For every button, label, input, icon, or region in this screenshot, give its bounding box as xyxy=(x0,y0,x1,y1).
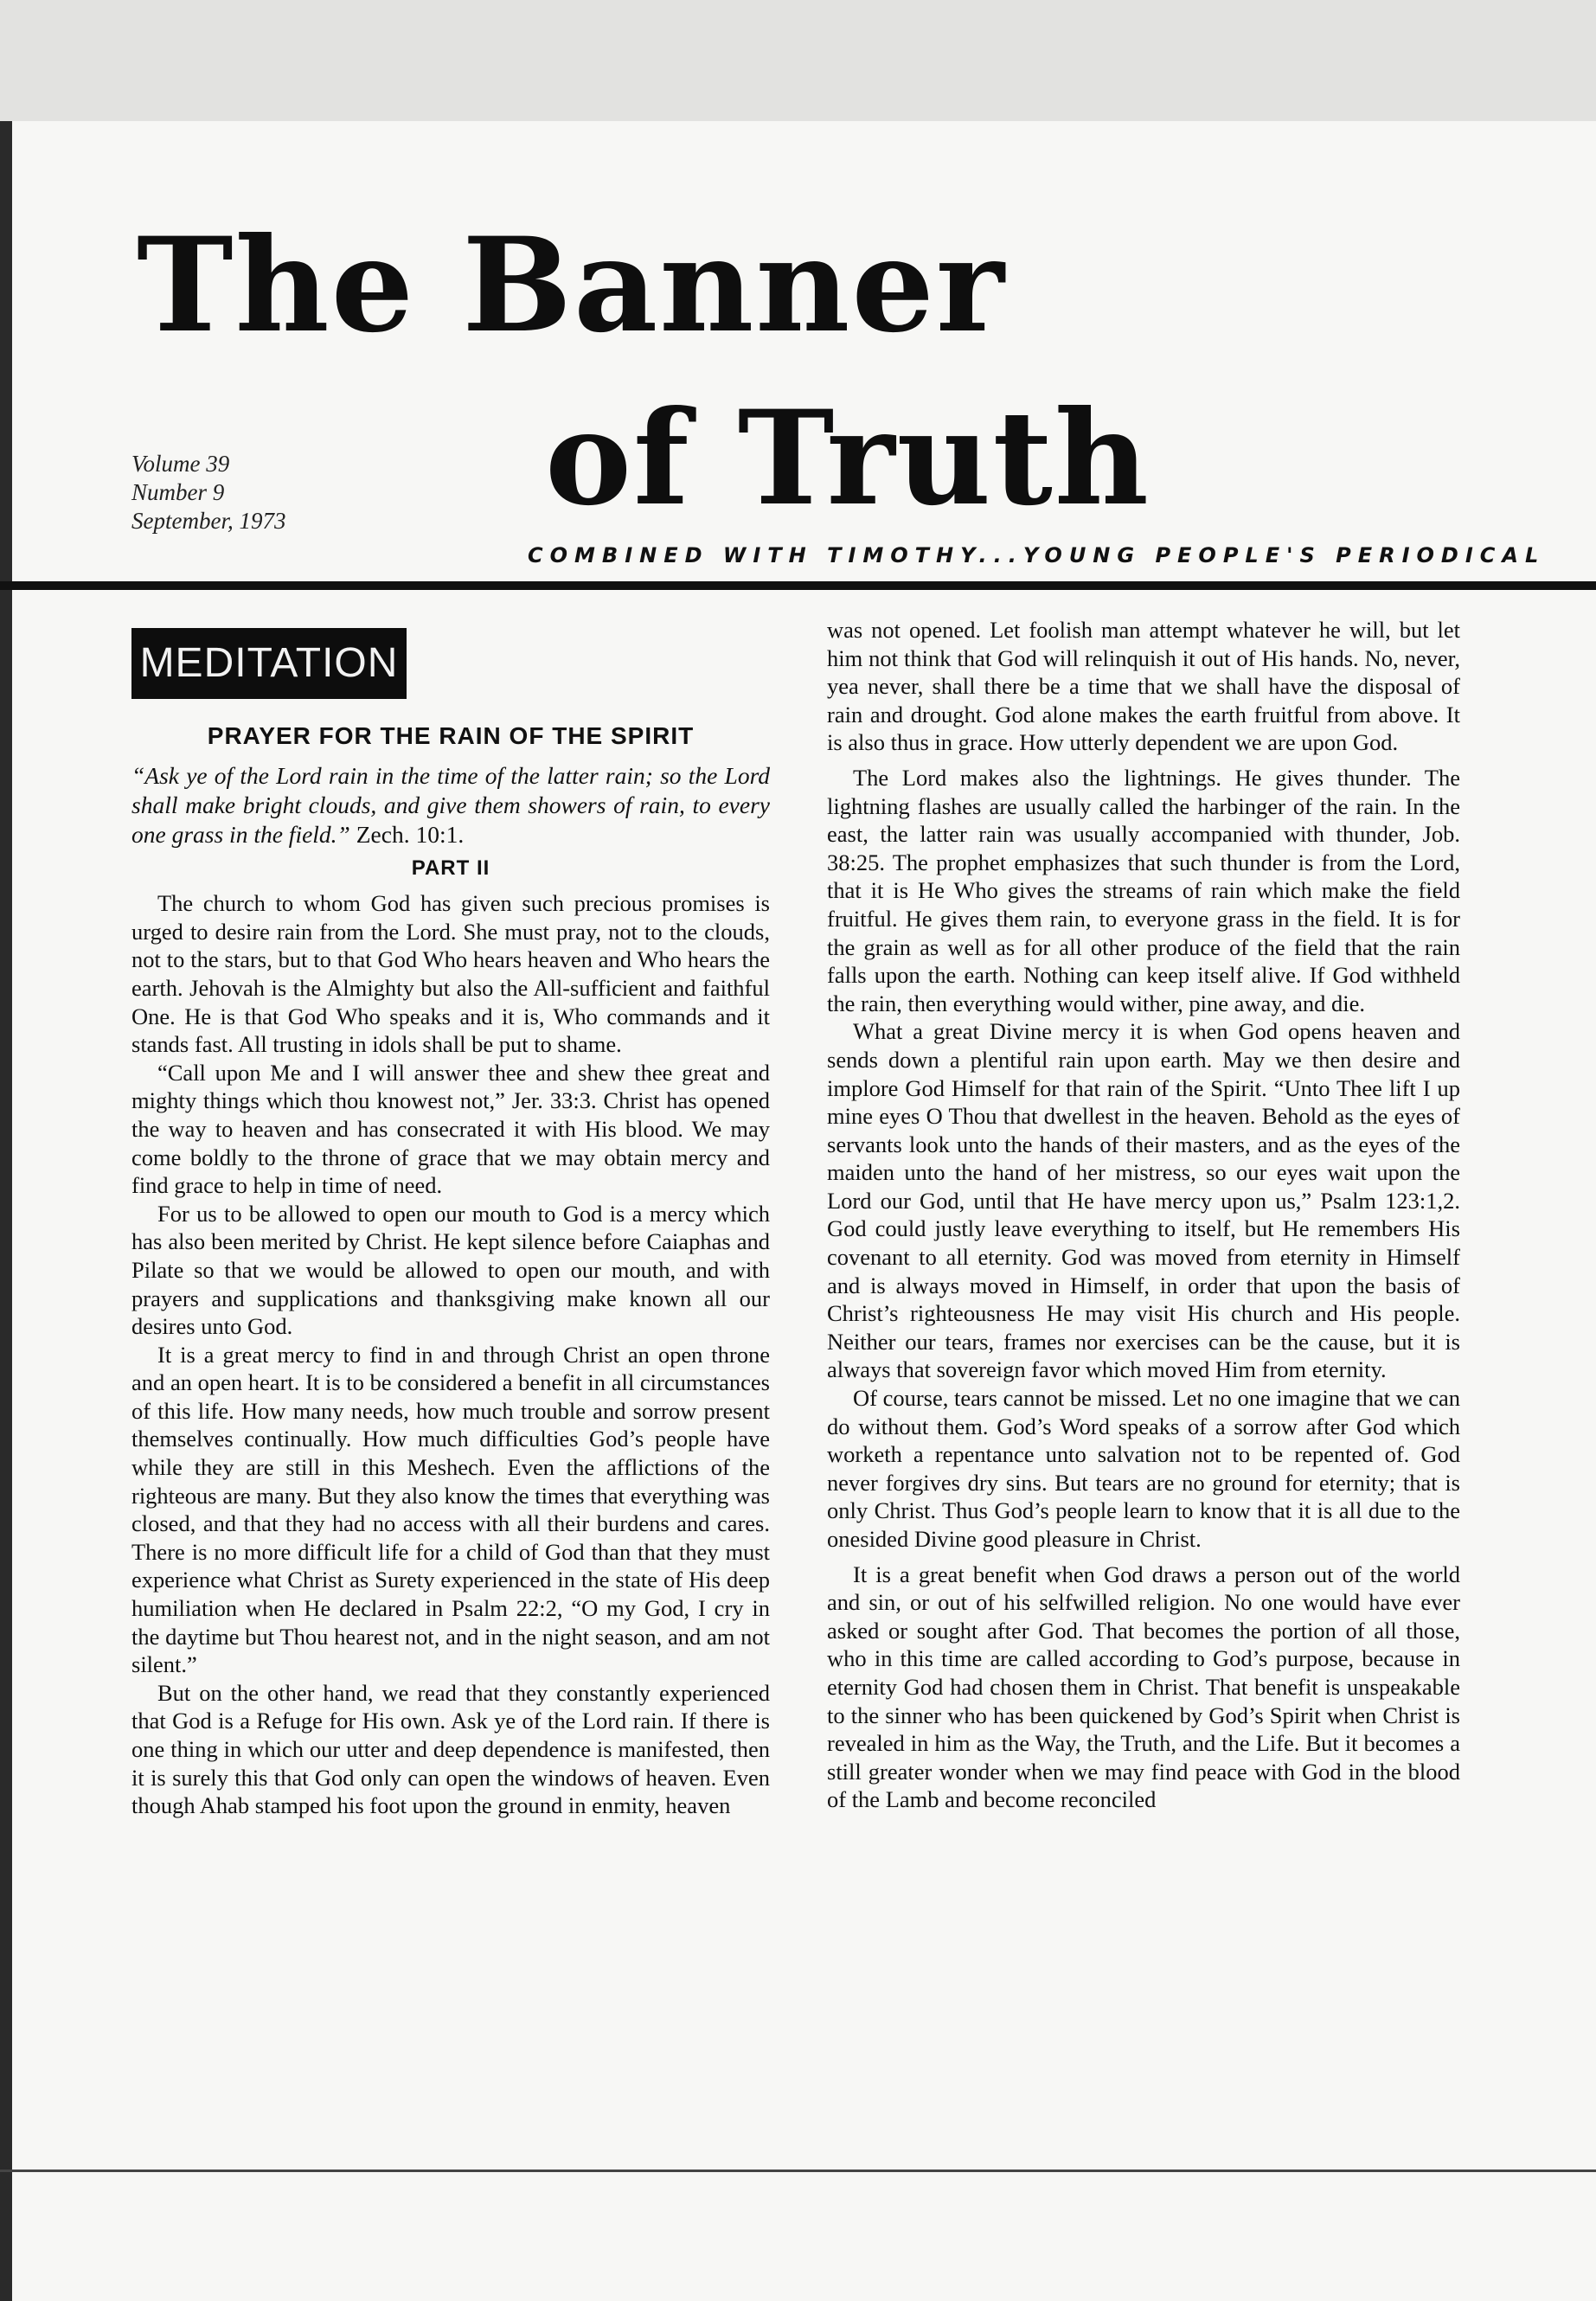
masthead-title-line-1: The Banner xyxy=(137,209,1006,362)
scan-top-margin xyxy=(0,0,1596,130)
masthead-divider xyxy=(0,581,1596,590)
epigraph-text: “Ask ye of the Lord rain in the time of the latter rain; so the Lord shall make bright clouds, and give them showers of rain, to every one grass in the field.” xyxy=(131,761,770,848)
paragraph: Of course, tears cannot be missed. Let no one imagine that we can do without them. God’s Word speaks of a sorrow after God which worketh a repentance unto salvation not to be repented of. God never forgives dry sins. But tears are no ground for eternity; that is only Christ. Thus God’s people learn to know that it is all due to the onesided Divine good pleasure in Christ. xyxy=(827,1385,1461,1552)
article-part-heading: PART II xyxy=(411,856,490,880)
paragraph: The Lord makes also the lightnings. He gives thunder. The lightning flashes are usually called the harbinger of the rain. In the east, the latter rain was usually accompanied with thunder, Job. 38:25. The prophet emphasizes that such thunder is from the Lord, that it is He Who gives the streams of rain which make the field fruitful. He gives them rain, to everyone grass in the field. It is for the grain as well as for all other produce of the field that the rain falls upon the earth. Nothing can keep itself alive. If God withheld the rain, then everything would wither, pine away, and die. xyxy=(827,764,1460,1016)
paragraph: It is a great benefit when God draws a person out of the world and sin, or out of his selfwilled religion. No one would have ever asked or sought after God. That becomes the portion of all those, who in this time are called according to God’s purpose, because in eternity God had chosen them in Christ. That benefit is unspeakable to the sinner who has been quickened by God’s Spirit when Christ is revealed in him as the Way, the Truth, and the Life. But it becomes a still greater wonder when we may find peace with God in the blood of the Lamb and become reconciled xyxy=(827,1561,1460,1813)
paragraph: But on the other hand, we read that they constantly experienced that God is a Refuge for His own. Ask ye of the Lord rain. If there is one thing in which our utter and deep dependence is manifested, then it is surely this that God only can open the windows of heaven. Even though Ahab stamped his foot upon the ground in enmity, heaven xyxy=(131,1679,770,1819)
article-column-right xyxy=(827,616,1460,1814)
section-label: MEDITATION xyxy=(131,628,407,699)
issue-number: Number 9 xyxy=(131,479,225,505)
article-column-left xyxy=(131,722,770,1820)
masthead-title-line-2: of Truth xyxy=(545,382,1151,535)
page-bottom-edge xyxy=(0,2170,1596,2172)
epigraph-reference: Zech. 10:1. xyxy=(349,820,465,848)
masthead-subtitle: COMBINED WITH TIMOTHY...YOUNG PEOPLE'S PERIODICAL xyxy=(528,543,1546,567)
paragraph: What a great Divine mercy it is when God opens heaven and sends down a plentiful rain upon earth. May we then desire and implore God Himself for that rain of the Spirit. “Unto Thee lift I up mine eyes O Thou that dwellest in the heaven. Behold as the eyes of servants look unto the hands of their masters, and as the eyes of the maiden unto the hand of her mistress, so our eyes wait upon the Lord our God, until that He have mercy upon us,” Psalm 123:1,2. God could justly leave everything to itself, but He remembers His covenant to all eternity. God was moved from eternity in Himself and is always moved in Himself, in order that upon the basis of Christ’s righteousness He may visit His church and His people. Neither our tears, frames nor exercises can be the cause, but it is always that sovereign favor which moved Him from eternity. xyxy=(827,1018,1460,1383)
issue-volume: Volume 39 xyxy=(131,451,230,477)
issue-info xyxy=(131,450,285,535)
article-title: PRAYER FOR THE RAIN OF THE SPIRIT xyxy=(207,722,695,749)
paragraph: was not opened. Let foolish man attempt whatever he will, but let him not think that God will relinquish it out of His hands. No, never, yea never, shall there be a time that we shall have the disposal of rain and drought. God alone makes the earth fruitful from above. It is also thus in grace. How utterly dependent we are upon God. xyxy=(827,617,1460,756)
issue-date: September, 1973 xyxy=(131,508,286,534)
paragraph: The church to whom God has given such precious promises is urged to desire rain from the Lord. She must pray, not to the clouds, not to the stars, but to that God Who hears heaven and Who hears the earth. Jehovah is the Almighty but also the All-sufficient and faithful One. He is that God Who speaks and it is, Who commands and it stands fast. All trusting in idols shall be put to shame. xyxy=(131,890,770,1058)
scan-left-edge xyxy=(0,121,12,2301)
paragraph: It is a great mercy to find in and through Christ an open throne and an open heart. It is to be considered a benefit in all circumstances of this life. How many needs, how much trouble and sorrow present themselves continually. How much difficulties God’s people have while they are still in this Meshech. Even the afflictions of the righteous are many. But they also know the times that everything was closed, and that they had no access with all their burdens and cares. There is no more difficult life for a child of God than that they must experience what Christ as Surety experienced in the state of His deep humiliation when He declared in Psalm 22:2, “O my God, I cry in the daytime but Thou hearest not, and in the night season, and am not silent.” xyxy=(131,1341,770,1678)
paragraph: “Call upon Me and I will answer thee and shew thee great and mighty things which thou knowest not,” Jer. 33:3. Christ has opened the way to heaven and has consecrated it with His blood. We may come boldly to the throne of grace that we may obtain mercy and find grace to help in time of need. xyxy=(131,1059,770,1199)
article-epigraph xyxy=(131,761,770,849)
paragraph: For us to be allowed to open our mouth to God is a mercy which has also been merited by Christ. He kept silence before Caiaphas and Pilate so that we would be allowed to open our mouth, and with prayers and supplications and thanksgiving make known all our desires unto God. xyxy=(131,1200,770,1340)
